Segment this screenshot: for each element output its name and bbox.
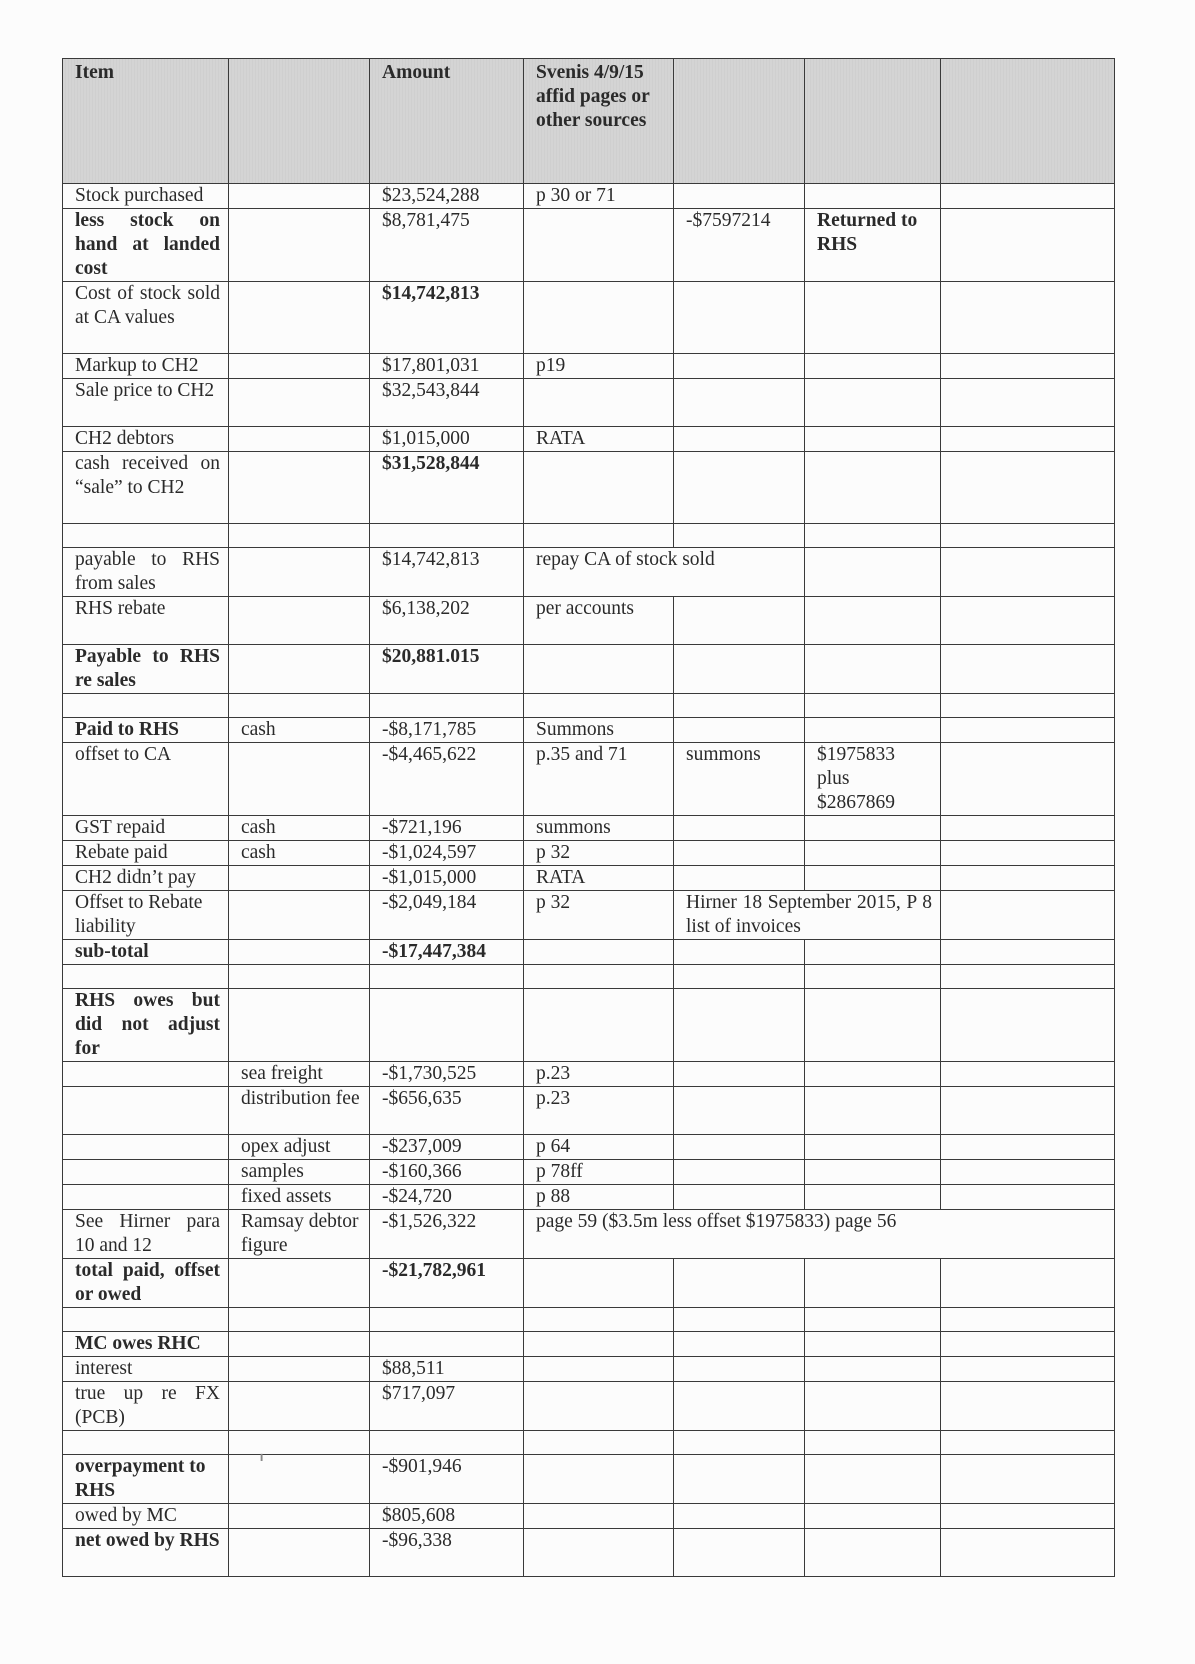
table-cell xyxy=(674,1259,805,1308)
table-cell: p 64 xyxy=(524,1135,674,1160)
table-cell xyxy=(63,1185,229,1210)
table-cell: RATA xyxy=(524,866,674,891)
table-cell xyxy=(941,524,1115,548)
table-cell: page 59 ($3.5m less offset $1975833) page 56 xyxy=(524,1210,1115,1259)
table-row xyxy=(63,1185,1115,1210)
table-cell xyxy=(63,524,229,548)
table-cell: $1,015,000 xyxy=(370,427,524,452)
table-cell xyxy=(805,1087,941,1135)
table-cell xyxy=(674,1455,805,1504)
table-cell: -$8,171,785 xyxy=(370,718,524,743)
table-cell xyxy=(941,1431,1115,1455)
table-cell xyxy=(674,597,805,645)
table-row xyxy=(63,841,1115,866)
table-row xyxy=(63,645,1115,694)
table-cell xyxy=(941,1259,1115,1308)
table-cell xyxy=(674,524,805,548)
table-cell xyxy=(524,645,674,694)
table-cell xyxy=(674,841,805,866)
table-cell xyxy=(941,1455,1115,1504)
table-cell xyxy=(229,1259,370,1308)
table-cell: -$1,730,525 xyxy=(370,1062,524,1087)
table-cell xyxy=(674,427,805,452)
table-cell: $32,543,844 xyxy=(370,379,524,427)
table-cell: p19 xyxy=(524,354,674,379)
table-cell xyxy=(674,452,805,524)
table-cell xyxy=(805,1504,941,1529)
table-cell xyxy=(805,718,941,743)
table-row xyxy=(63,1308,1115,1332)
header-cell-amount: Amount xyxy=(370,59,524,184)
header-cell-blank-6 xyxy=(941,59,1115,184)
table-cell: owed by MC xyxy=(63,1504,229,1529)
table-cell: Returned to RHS xyxy=(805,209,941,282)
table-cell: CH2 didn’t pay xyxy=(63,866,229,891)
table-cell xyxy=(805,548,941,597)
table-cell xyxy=(805,282,941,354)
table-cell xyxy=(941,940,1115,965)
table-cell xyxy=(941,1308,1115,1332)
table-cell xyxy=(805,1455,941,1504)
table-cell xyxy=(370,1332,524,1357)
table-cell xyxy=(674,965,805,989)
table-cell xyxy=(524,524,674,548)
table-cell xyxy=(941,1382,1115,1431)
table-cell xyxy=(941,743,1115,816)
header-cell-blank-1 xyxy=(229,59,370,184)
table-cell: p 32 xyxy=(524,891,674,940)
table-cell: distribution fee xyxy=(229,1087,370,1135)
table-cell xyxy=(805,1135,941,1160)
table-cell xyxy=(63,1308,229,1332)
table-cell: less stock on hand at landed cost xyxy=(63,209,229,282)
table-cell: Markup to CH2 xyxy=(63,354,229,379)
table-cell xyxy=(674,184,805,209)
table-cell: CH2 debtors xyxy=(63,427,229,452)
table-cell xyxy=(674,282,805,354)
table-row xyxy=(63,891,1115,940)
table-cell xyxy=(229,524,370,548)
table-cell: See Hirner para 10 and 12 xyxy=(63,1210,229,1259)
table-cell xyxy=(941,1160,1115,1185)
table-row xyxy=(63,989,1115,1062)
table-cell xyxy=(941,1529,1115,1577)
table-cell: opex adjust xyxy=(229,1135,370,1160)
table-body xyxy=(63,184,1115,1577)
table-cell: -$2,049,184 xyxy=(370,891,524,940)
table-cell xyxy=(674,940,805,965)
table-cell xyxy=(524,379,674,427)
table-row xyxy=(63,1087,1115,1135)
table-cell: $717,097 xyxy=(370,1382,524,1431)
table-cell: -$1,024,597 xyxy=(370,841,524,866)
table-cell: RHS rebate xyxy=(63,597,229,645)
table-cell xyxy=(674,354,805,379)
table-row xyxy=(63,427,1115,452)
table-cell xyxy=(805,1160,941,1185)
table-cell: RATA xyxy=(524,427,674,452)
table-cell xyxy=(229,866,370,891)
table-cell xyxy=(524,1308,674,1332)
table-cell xyxy=(370,524,524,548)
table-cell xyxy=(524,940,674,965)
table-cell xyxy=(370,694,524,718)
table-row xyxy=(63,816,1115,841)
table-cell xyxy=(674,1357,805,1382)
table-cell xyxy=(805,354,941,379)
table-cell xyxy=(229,1529,370,1577)
table-cell xyxy=(941,965,1115,989)
table-cell xyxy=(524,1357,674,1382)
table-cell xyxy=(805,816,941,841)
table-cell xyxy=(674,1062,805,1087)
pen-mark: ╹ xyxy=(258,1454,266,1468)
table-cell xyxy=(63,1431,229,1455)
table-cell xyxy=(63,965,229,989)
table-cell xyxy=(805,989,941,1062)
table-row xyxy=(63,379,1115,427)
table-cell: p 88 xyxy=(524,1185,674,1210)
table-cell xyxy=(941,548,1115,597)
table-cell xyxy=(229,891,370,940)
table-cell xyxy=(63,1135,229,1160)
table-cell xyxy=(524,1431,674,1455)
table-cell xyxy=(941,645,1115,694)
table-cell xyxy=(674,1382,805,1431)
table-row xyxy=(63,1135,1115,1160)
table-row xyxy=(63,1259,1115,1308)
table-cell xyxy=(805,694,941,718)
table-cell: -$721,196 xyxy=(370,816,524,841)
table-cell: interest xyxy=(63,1357,229,1382)
table-cell xyxy=(370,989,524,1062)
table-row xyxy=(63,1504,1115,1529)
table-cell xyxy=(805,1062,941,1087)
table-row xyxy=(63,1455,1115,1504)
table-cell: fixed assets xyxy=(229,1185,370,1210)
table-cell xyxy=(941,597,1115,645)
table-cell xyxy=(941,694,1115,718)
table-cell xyxy=(805,1431,941,1455)
table-cell xyxy=(229,1308,370,1332)
table-cell: payable to RHS from sales xyxy=(63,548,229,597)
table-cell: $1975833 plus $2867869 xyxy=(805,743,941,816)
table-cell xyxy=(805,427,941,452)
table-row xyxy=(63,1062,1115,1087)
table-row xyxy=(63,597,1115,645)
table-cell: net owed by RHS xyxy=(63,1529,229,1577)
header-cell-blank-4 xyxy=(674,59,805,184)
table-cell xyxy=(805,1332,941,1357)
table-cell xyxy=(941,866,1115,891)
table-row xyxy=(63,718,1115,743)
table-row xyxy=(63,1357,1115,1382)
table-cell xyxy=(941,379,1115,427)
table-cell: $88,511 xyxy=(370,1357,524,1382)
table-row xyxy=(63,743,1115,816)
table-row xyxy=(63,1160,1115,1185)
reconciliation-table xyxy=(62,58,1115,1577)
table-cell: $14,742,813 xyxy=(370,282,524,354)
table-cell xyxy=(229,1455,370,1504)
table-cell xyxy=(674,1185,805,1210)
table-cell: $31,528,844 xyxy=(370,452,524,524)
table-cell: p 78ff xyxy=(524,1160,674,1185)
table-cell xyxy=(674,989,805,1062)
table-cell xyxy=(229,282,370,354)
table-cell xyxy=(805,524,941,548)
table-cell xyxy=(941,989,1115,1062)
table-cell xyxy=(941,1087,1115,1135)
table-cell xyxy=(674,1332,805,1357)
table-cell: $14,742,813 xyxy=(370,548,524,597)
table-cell xyxy=(674,718,805,743)
table-row xyxy=(63,1332,1115,1357)
table-cell xyxy=(941,891,1115,940)
table-cell: summons xyxy=(674,743,805,816)
table-cell: sub-total xyxy=(63,940,229,965)
table-cell xyxy=(229,354,370,379)
table-cell xyxy=(941,354,1115,379)
table-cell xyxy=(941,1185,1115,1210)
table-cell: Rebate paid xyxy=(63,841,229,866)
table-row xyxy=(63,184,1115,209)
table-cell xyxy=(941,427,1115,452)
table-cell xyxy=(524,694,674,718)
table-cell xyxy=(805,184,941,209)
table-cell xyxy=(229,379,370,427)
table-row xyxy=(63,354,1115,379)
header-cell-item: Item xyxy=(63,59,229,184)
table-cell: Hirner 18 September 2015, P 8 list of invoices xyxy=(674,891,941,940)
table-cell xyxy=(229,965,370,989)
table-cell xyxy=(229,743,370,816)
table-cell xyxy=(805,940,941,965)
table-cell: per accounts xyxy=(524,597,674,645)
table-cell xyxy=(674,1529,805,1577)
table-cell: p.35 and 71 xyxy=(524,743,674,816)
table-cell xyxy=(524,1382,674,1431)
table-cell xyxy=(229,427,370,452)
table-cell: cash received on “sale” to CH2 xyxy=(63,452,229,524)
table-cell: p 32 xyxy=(524,841,674,866)
table-cell: -$1,526,322 xyxy=(370,1210,524,1259)
table-cell xyxy=(805,1357,941,1382)
table-cell: -$1,015,000 xyxy=(370,866,524,891)
table-cell xyxy=(941,718,1115,743)
table-cell: -$17,447,384 xyxy=(370,940,524,965)
table-row xyxy=(63,209,1115,282)
table-cell xyxy=(941,184,1115,209)
table-cell xyxy=(805,866,941,891)
table-cell: Ramsay debtor figure xyxy=(229,1210,370,1259)
table-cell xyxy=(63,694,229,718)
table-cell: Payable to RHS re sales xyxy=(63,645,229,694)
table-cell xyxy=(674,1504,805,1529)
table-cell: $8,781,475 xyxy=(370,209,524,282)
table-cell: Cost of stock sold at CA values xyxy=(63,282,229,354)
table-cell: -$160,366 xyxy=(370,1160,524,1185)
table-row xyxy=(63,694,1115,718)
table-row xyxy=(63,282,1115,354)
table-cell xyxy=(229,209,370,282)
table-cell xyxy=(674,379,805,427)
table-cell: offset to CA xyxy=(63,743,229,816)
table-cell xyxy=(805,452,941,524)
table-cell: Summons xyxy=(524,718,674,743)
table-row xyxy=(63,1529,1115,1577)
header-cell-blank-5 xyxy=(805,59,941,184)
table-cell: -$7597214 xyxy=(674,209,805,282)
table-cell xyxy=(229,1431,370,1455)
table-cell: sea freight xyxy=(229,1062,370,1087)
table-cell: $20,881.015 xyxy=(370,645,524,694)
table-cell xyxy=(229,989,370,1062)
table-cell: -$96,338 xyxy=(370,1529,524,1577)
table-cell xyxy=(805,597,941,645)
table-cell: overpayment to RHS xyxy=(63,1455,229,1504)
table-cell: $23,524,288 xyxy=(370,184,524,209)
table-cell xyxy=(524,1504,674,1529)
header-row xyxy=(63,59,1115,184)
table-cell xyxy=(674,1160,805,1185)
table-cell xyxy=(524,965,674,989)
table-cell xyxy=(674,1308,805,1332)
table-cell xyxy=(941,452,1115,524)
table-cell xyxy=(229,452,370,524)
table-cell xyxy=(229,597,370,645)
table-cell: MC owes RHC xyxy=(63,1332,229,1357)
table-cell: cash xyxy=(229,718,370,743)
table-cell: -$24,720 xyxy=(370,1185,524,1210)
table-cell: cash xyxy=(229,841,370,866)
table-cell xyxy=(805,1382,941,1431)
table-cell: $805,608 xyxy=(370,1504,524,1529)
table-cell xyxy=(524,209,674,282)
table-cell: repay CA of stock sold xyxy=(524,548,805,597)
table-cell xyxy=(805,1259,941,1308)
table-row xyxy=(63,452,1115,524)
table-cell xyxy=(941,841,1115,866)
table-row xyxy=(63,1431,1115,1455)
table-cell xyxy=(941,1062,1115,1087)
table-cell xyxy=(805,1529,941,1577)
table-cell: -$901,946 xyxy=(370,1455,524,1504)
table-cell xyxy=(63,1087,229,1135)
table-cell xyxy=(941,1357,1115,1382)
table-row xyxy=(63,940,1115,965)
table-cell: samples xyxy=(229,1160,370,1185)
table-cell xyxy=(674,694,805,718)
table-cell: -$4,465,622 xyxy=(370,743,524,816)
table-cell xyxy=(63,1062,229,1087)
table-cell: cash xyxy=(229,816,370,841)
table-cell xyxy=(524,1529,674,1577)
table-cell xyxy=(524,452,674,524)
table-row xyxy=(63,1210,1115,1259)
table-cell xyxy=(805,379,941,427)
table-cell xyxy=(805,1185,941,1210)
table-row xyxy=(63,548,1115,597)
table-cell: Stock purchased xyxy=(63,184,229,209)
table-cell xyxy=(805,841,941,866)
table-cell: Paid to RHS xyxy=(63,718,229,743)
table-cell: p.23 xyxy=(524,1062,674,1087)
header-cell-sources: Svenis 4/9/15 affid pages or other sources xyxy=(524,59,674,184)
table-cell xyxy=(524,1259,674,1308)
table-cell xyxy=(229,645,370,694)
table-row xyxy=(63,524,1115,548)
table-cell xyxy=(941,209,1115,282)
table-cell xyxy=(229,940,370,965)
table-cell xyxy=(941,282,1115,354)
table-cell: total paid, offset or owed xyxy=(63,1259,229,1308)
table-cell xyxy=(524,1332,674,1357)
table-cell: $17,801,031 xyxy=(370,354,524,379)
table-cell xyxy=(941,1135,1115,1160)
table-cell: $6,138,202 xyxy=(370,597,524,645)
table-cell: RHS owes but did not adjust for xyxy=(63,989,229,1062)
table-cell: Sale price to CH2 xyxy=(63,379,229,427)
table-cell xyxy=(229,548,370,597)
table-cell xyxy=(370,1308,524,1332)
table-cell xyxy=(229,1382,370,1431)
table-cell xyxy=(370,1431,524,1455)
table-cell xyxy=(674,1087,805,1135)
table-cell: true up re FX (PCB) xyxy=(63,1382,229,1431)
table-cell xyxy=(524,989,674,1062)
table-cell xyxy=(805,645,941,694)
table-cell xyxy=(674,1135,805,1160)
table-cell xyxy=(674,645,805,694)
table-cell xyxy=(805,1308,941,1332)
table-cell: p 30 or 71 xyxy=(524,184,674,209)
table-cell xyxy=(229,1332,370,1357)
table-row xyxy=(63,866,1115,891)
table-row xyxy=(63,965,1115,989)
table-cell xyxy=(805,965,941,989)
table-cell xyxy=(370,965,524,989)
table-cell xyxy=(63,1160,229,1185)
table-cell xyxy=(229,1504,370,1529)
table-cell: -$21,782,961 xyxy=(370,1259,524,1308)
table-cell: summons xyxy=(524,816,674,841)
table-cell: GST repaid xyxy=(63,816,229,841)
table-cell: p.23 xyxy=(524,1087,674,1135)
table-cell xyxy=(674,816,805,841)
table-cell xyxy=(229,694,370,718)
table-cell xyxy=(941,1332,1115,1357)
table-row xyxy=(63,1382,1115,1431)
table-cell: -$656,635 xyxy=(370,1087,524,1135)
table-cell xyxy=(229,1357,370,1382)
table-cell: Offset to Rebate liability xyxy=(63,891,229,940)
table-cell xyxy=(524,282,674,354)
table-cell xyxy=(674,866,805,891)
table-cell xyxy=(941,1504,1115,1529)
table-cell xyxy=(229,184,370,209)
table-cell: -$237,009 xyxy=(370,1135,524,1160)
table-cell xyxy=(524,1455,674,1504)
table-cell xyxy=(941,816,1115,841)
table-cell xyxy=(674,1431,805,1455)
